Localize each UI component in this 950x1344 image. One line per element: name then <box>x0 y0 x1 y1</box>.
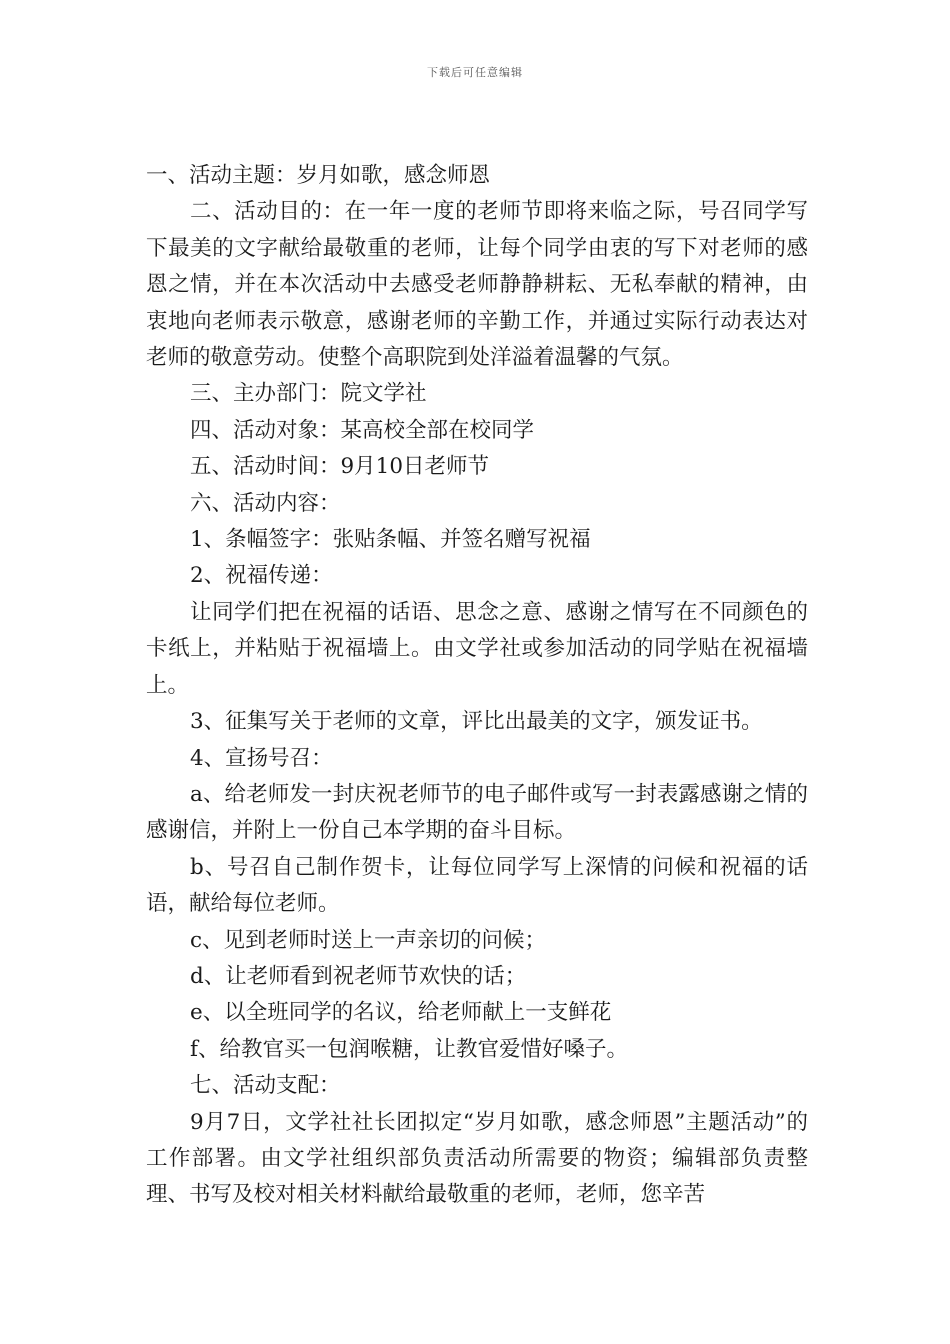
page-header: 下载后可任意编辑 <box>427 66 523 79</box>
paragraph-body: 让同学们把在祝福的话语、思念之意、感谢之情写在不同颜色的卡纸上，并粘贴于祝福墙上。由文学社或参加活动的同学贴在祝福墙上。 <box>146 599 808 698</box>
list-item: 2、祝福传递： <box>190 563 333 589</box>
paragraph-time: 五、活动时间：9月10日老师节 <box>190 454 490 480</box>
document-body <box>146 158 808 1214</box>
list-item: 3、征集写关于老师的文章，评比出最美的文字，颁发证书。 <box>190 709 763 735</box>
paragraph-body: 9月7日，文学社社长团拟定“岁月如歌，感念师恩”主题活动”的工作部署。由文学社组织部负责活动所需要的物资；编辑部负责整理、书写及校对相关材料献给最敬重的老师，老师，您辛苦 <box>146 1109 808 1208</box>
paragraph-arrangement-heading: 七、活动支配： <box>190 1073 341 1099</box>
paragraph-purpose: 二、活动目的：在一年一度的老师节即将来临之际，号召同学写下最美的文字献给最敬重的老师，让每个同学由衷的写下对老师的感恩之情，并在本次活动中去感受老师静静耕耘、无私奉献的精神，由衷地向老师表示敬意，感谢老师的辛勤工作，并通过实际行动表达对老师的敬意劳动。使整个高职院到处洋溢着温馨的气氛。 <box>146 199 808 371</box>
list-item: b、号召自己制作贺卡，让每位同学写上深情的问候和祝福的话语，献给每位老师。 <box>146 854 808 917</box>
list-item: d、让老师看到祝老师节欢快的话； <box>190 963 527 989</box>
list-item: e、以全班同学的名议，给老师献上一支鲜花 <box>190 1000 612 1026</box>
list-item: 4、宣扬号召： <box>190 745 333 771</box>
list-item: f、给教官买一包润喉糖，让教官爱惜好嗓子。 <box>190 1036 628 1062</box>
paragraph-theme: 一、活动主题：岁月如歌，感念师恩 <box>146 163 491 188</box>
paragraph-organizer: 三、主办部门：院文学社 <box>190 381 427 407</box>
list-item: 1、条幅签字：张贴条幅、并签名赠写祝福 <box>190 527 591 553</box>
paragraph-content-heading: 六、活动内容： <box>190 490 341 516</box>
list-item: a、给老师发一封庆祝老师节的电子邮件或写一封表露感谢之情的感谢信，并附上一份自己本学期的奋斗目标。 <box>146 781 808 844</box>
paragraph-participants: 四、活动对象：某高校全部在校同学 <box>190 417 535 443</box>
list-item: c、见到老师时送上一声亲切的问候； <box>190 927 547 953</box>
